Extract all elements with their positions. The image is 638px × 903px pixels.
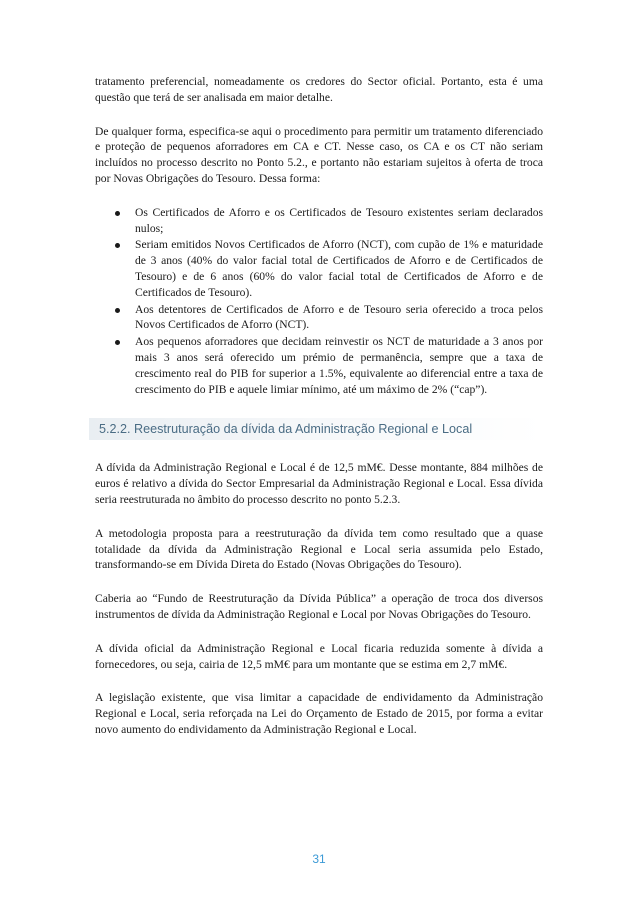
bullet-item-4	[95, 334, 543, 397]
bullet-dot-icon	[115, 340, 120, 345]
page-content	[95, 74, 543, 756]
section-heading: 5.2.2. Reestruturação da dívida da Administração Regional e Local	[89, 418, 543, 440]
paragraph-4: A metodologia proposta para a reestruturação da dívida tem como resultado que a quase totalidade da dívida da Administração Regional e Local seria assumida pelo Estado, transformando-se em Dívida Direta do Estado (Novas Obrigações do Tesouro).	[95, 526, 543, 572]
bullet-item-3	[95, 302, 543, 334]
bullet-dot-icon	[115, 308, 120, 313]
bullet-dot-icon	[115, 211, 120, 216]
paragraph-5: Caberia ao “Fundo de Reestruturação da Dívida Pública” a operação de troca dos diversos instrumentos de dívida da Administração Regional e Local por Novas Obrigações do Tesouro.	[95, 592, 543, 621]
bullet-item-2	[95, 237, 543, 300]
paragraph-6: A dívida oficial da Administração Regional e Local ficaria reduzida somente à dívida a fornecedores, ou seja, cairia de 12,5 mM€ para um montante que se estima em 2,7 mM€.	[95, 641, 543, 671]
bullet-item-text: Os Certificados de Aforro e os Certificados de Tesouro existentes seriam declarados nulos;	[135, 205, 543, 235]
bullet-list	[95, 205, 543, 398]
paragraph-3: A dívida da Administração Regional e Local é de 12,5 mM€. Desse montante, 884 milhões de euros é relativo a dívida do Sector Empresarial da Administração Regional e Local. Essa dívida seria reestruturada no âmbito do processo descrito no ponto 5.2.3.	[95, 461, 543, 506]
bullet-item-text: Seriam emitidos Novos Certificados de Aforro (NCT), com cupão de 1% e maturidade de 3 anos (40% do valor facial total de Certificados de Aforro e de Certificados de Tesouro) e de 6 anos (60% do valor facial total de Certificados de Aforro e de Certificados de Tesouro).	[135, 238, 543, 299]
bullet-dot-icon	[115, 243, 120, 248]
bullet-item-text: Aos pequenos aforradores que decidam reinvestir os NCT de maturidade a 3 anos por mais 3 anos será oferecido um prémio de permanência, sempre que a taxa de crescimento real do PIB for superior a 1.5%, equivalente ao diferencial entre a taxa de crescimento do PIB e aquele limiar mínimo, até um máximo de 2% (“cap”).	[135, 335, 543, 396]
paragraph-7: A legislação existente, que visa limitar a capacidade de endividamento da Administração Regional e Local, seria reforçada na Lei do Orçamento de Estado de 2015, por forma a evitar novo aumento do endividamento da Administração Regional e Local.	[95, 691, 543, 736]
bullet-item-1	[95, 205, 543, 237]
paragraph-2: De qualquer forma, especifica-se aqui o procedimento para permitir um tratamento diferenciado e proteção de pequenos aforradores em CA e CT. Nesse caso, os CA e os CT não seriam incluídos no processo descrito no Ponto 5.2., e portanto não estariam sujeitos à oferta de troca por Novas Obrigações do Tesouro. Dessa forma:	[95, 124, 543, 185]
page-number: 31	[312, 852, 326, 866]
paragraph-1: tratamento preferencial, nomeadamente os credores do Sector oficial. Portanto, esta é uma questão que terá de ser analisada em maior detalhe.	[95, 75, 543, 104]
bullet-item-text: Aos detentores de Certificados de Aforro e de Tesouro seria oferecido a troca pelos Novos Certificados de Aforro (NCT).	[135, 302, 543, 332]
